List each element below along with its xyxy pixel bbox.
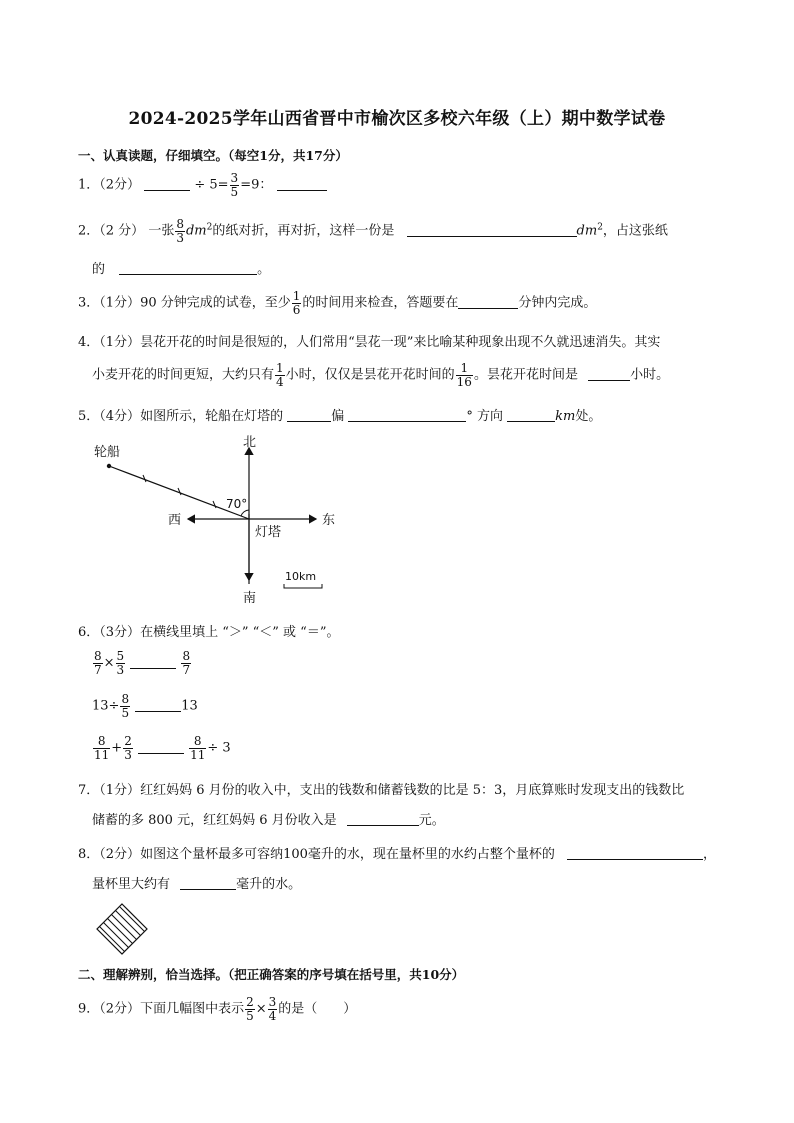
q1-text-1: ÷ 5= <box>194 177 229 193</box>
ship-bearing-line <box>109 466 249 519</box>
q9-fraction-1: $\frac{2}{5}$ <box>246 995 254 1023</box>
q5-text-1: 如图所示，轮船在灯塔的 <box>140 409 284 424</box>
q2-text-5: 。 <box>257 262 271 277</box>
q4-blank[interactable] <box>588 366 630 381</box>
q6-r2-blank[interactable] <box>135 697 181 712</box>
q7-number: 7． <box>78 783 100 798</box>
tick-mark <box>213 501 216 508</box>
q2-fraction: $\frac{8}{3}$ <box>176 217 184 245</box>
q6-r1-fraction-c: $\frac{8}{7}$ <box>182 649 191 677</box>
q1-number: 1． <box>78 177 100 193</box>
east-label: 东 <box>322 513 336 528</box>
q6-r3-divisor: ÷ 3 <box>207 740 231 756</box>
q5-unit: km <box>555 409 576 424</box>
q2-unit: dm <box>185 223 207 239</box>
q4-fraction-2: $\frac{1}{16}$ <box>456 361 472 389</box>
q6-row-1 <box>92 650 192 676</box>
question-8 <box>78 843 716 862</box>
q2-number: 2． <box>78 223 100 239</box>
q1-text-2: =9： <box>240 177 273 193</box>
measuring-cup-diagram <box>96 903 148 955</box>
q6-r2-text: 13÷ <box>92 698 120 714</box>
question-5 <box>78 405 601 424</box>
q2-score: （2 分） <box>99 223 145 239</box>
question-9 <box>78 996 356 1022</box>
ship-point <box>107 464 111 468</box>
question-1 <box>78 172 327 198</box>
q7-text-1: 红红妈妈 6 月份的收入中，支出的钱数和储蓄钱数的比是 5：3，月底算账时发现支出的钱数比 <box>140 783 685 798</box>
q5-number: 5． <box>78 409 100 424</box>
west-label: 西 <box>168 513 182 528</box>
q4-text-2: 小麦开花的时间更短，大约只有 <box>92 367 275 383</box>
q6-r1-op: × <box>103 655 115 671</box>
q6-row-3 <box>92 735 231 761</box>
q5-blank-1[interactable] <box>287 407 331 422</box>
q9-score: （2分） <box>99 1001 141 1017</box>
south-label: 南 <box>243 591 257 606</box>
q7-score: （1分） <box>99 783 141 798</box>
q9-number: 9． <box>78 1001 100 1017</box>
q3-fraction: $\frac{1}{6}$ <box>292 289 301 317</box>
q6-score: （3分） <box>99 625 141 640</box>
q6-r3-fraction-a: $\frac{8}{11}$ <box>94 734 110 762</box>
angle-label: 70° <box>226 497 248 511</box>
q2-unit-sup-2: 2 <box>597 222 603 233</box>
question-8-line-2 <box>92 873 301 892</box>
q9-text-1: 下面几幅图中表示 <box>140 1001 245 1017</box>
q8-text-1: 如图这个量杯最多可容纳100毫升的水，现在量杯里的水约占整个量杯的 <box>140 847 555 862</box>
north-label: 北 <box>243 435 257 450</box>
q1-fraction: $\frac{3}{5}$ <box>230 171 239 199</box>
q5-text-4: 处。 <box>575 409 602 424</box>
question-2-line-2 <box>92 258 270 277</box>
compass-diagram <box>88 434 358 606</box>
question-3 <box>78 290 596 316</box>
q6-r1-blank[interactable] <box>130 654 176 669</box>
q4-text-3: 小时，仅仅是昙花开花时间的 <box>285 367 455 383</box>
q5-score: （4分） <box>99 409 141 424</box>
q8-text-4: 毫升的水。 <box>236 877 302 892</box>
q7-text-3: 元。 <box>418 813 445 828</box>
q6-r1-fraction-b: $\frac{5}{3}$ <box>116 649 125 677</box>
q2-text-2: 的纸对折，再对折，这样一份是 <box>212 223 395 239</box>
q3-score: （1分） <box>99 295 141 311</box>
q6-r3-blank[interactable] <box>138 739 184 754</box>
tower-label: 灯塔 <box>255 525 282 540</box>
q3-text-2: 的时间用来检查，答题要在 <box>302 295 459 311</box>
q8-score: （2分） <box>99 847 141 862</box>
q8-text-2: ， <box>703 847 717 862</box>
q2-unit-sup: 2 <box>206 222 213 233</box>
q4-text-1: 昙花开花的时间是很短的，人们常用“昙花一现”来比喻某种现象出现不久就迅速消失。其实 <box>140 335 661 350</box>
q2-unit-2: dm <box>576 223 598 239</box>
page-title: 2024-2025学年山西省晋中市榆次区多校六年级（上）期中数学试卷 <box>128 109 666 129</box>
q6-r1-fraction-a: $\frac{8}{7}$ <box>94 649 102 677</box>
q9-fraction-2: $\frac{3}{4}$ <box>268 995 277 1023</box>
question-6 <box>78 621 339 640</box>
scale-bar <box>284 584 322 588</box>
q5-blank-2[interactable] <box>348 407 466 422</box>
q6-text: 在横线里填上 “＞” “＜” 或 “＝”。 <box>140 625 340 640</box>
q5-text-2: 偏 <box>331 409 345 424</box>
question-2 <box>78 218 668 244</box>
q6-row-2 <box>92 693 198 719</box>
q8-blank-1[interactable] <box>567 845 703 860</box>
question-7 <box>78 779 684 798</box>
q8-text-3: 量杯里大约有 <box>92 877 171 892</box>
q7-blank[interactable] <box>347 811 419 826</box>
section-1-heading: 一、认真读题，仔细填空。（每空1分，共17分） <box>78 148 348 163</box>
section-2-heading: 二、理解辨别，恰当选择。（把正确答案的序号填在括号里，共10分） <box>78 967 465 982</box>
q3-text-1: 90 分钟完成的试卷，至少 <box>140 295 291 311</box>
q8-blank-2[interactable] <box>180 875 236 890</box>
q3-number: 3． <box>78 295 100 311</box>
q4-fraction-1: $\frac{1}{4}$ <box>276 361 284 389</box>
ship-label: 轮船 <box>94 445 121 460</box>
q5-blank-3[interactable] <box>507 407 555 422</box>
q6-r2-fraction: $\frac{8}{5}$ <box>121 692 130 720</box>
q7-text-2: 储蓄的多 800 元，红红妈妈 6 月份收入是 <box>92 813 337 828</box>
question-7-line-2 <box>92 809 445 828</box>
q2-blank-1[interactable] <box>407 222 577 237</box>
q4-text-4: 。昙花开花时间是 <box>473 367 578 383</box>
q5-text-3: ° 方向 <box>466 409 504 424</box>
question-4-line-2 <box>92 362 669 388</box>
q2-text-3: ，占这张纸 <box>602 223 668 239</box>
q2-blank-2[interactable] <box>119 260 257 275</box>
q6-r2-value: 13 <box>181 698 198 714</box>
scale-label: 10km <box>285 570 317 583</box>
q4-score: （1分） <box>99 335 141 350</box>
q6-r3-fraction-c: $\frac{8}{11}$ <box>190 734 206 762</box>
q4-number: 4． <box>78 335 100 350</box>
question-4 <box>78 331 660 350</box>
q1-blank-2[interactable] <box>277 176 327 191</box>
tick-mark <box>178 488 181 495</box>
q2-text-1: 一张 <box>148 223 175 239</box>
q2-text-4: 的 <box>92 262 106 277</box>
q6-r3-fraction-b: $\frac{2}{3}$ <box>124 734 132 762</box>
q8-number: 8． <box>78 847 100 862</box>
q1-score: （2分） <box>99 177 141 193</box>
q1-blank-1[interactable] <box>144 176 190 191</box>
q9-text-2: 的是（ ） <box>278 1001 357 1017</box>
q6-number: 6． <box>78 625 100 640</box>
q6-r3-op: + <box>111 740 123 756</box>
q3-text-3: 分钟内完成。 <box>518 295 597 311</box>
q4-text-5: 小时。 <box>630 367 670 383</box>
q3-blank[interactable] <box>458 294 518 309</box>
q9-op: × <box>255 1001 267 1017</box>
